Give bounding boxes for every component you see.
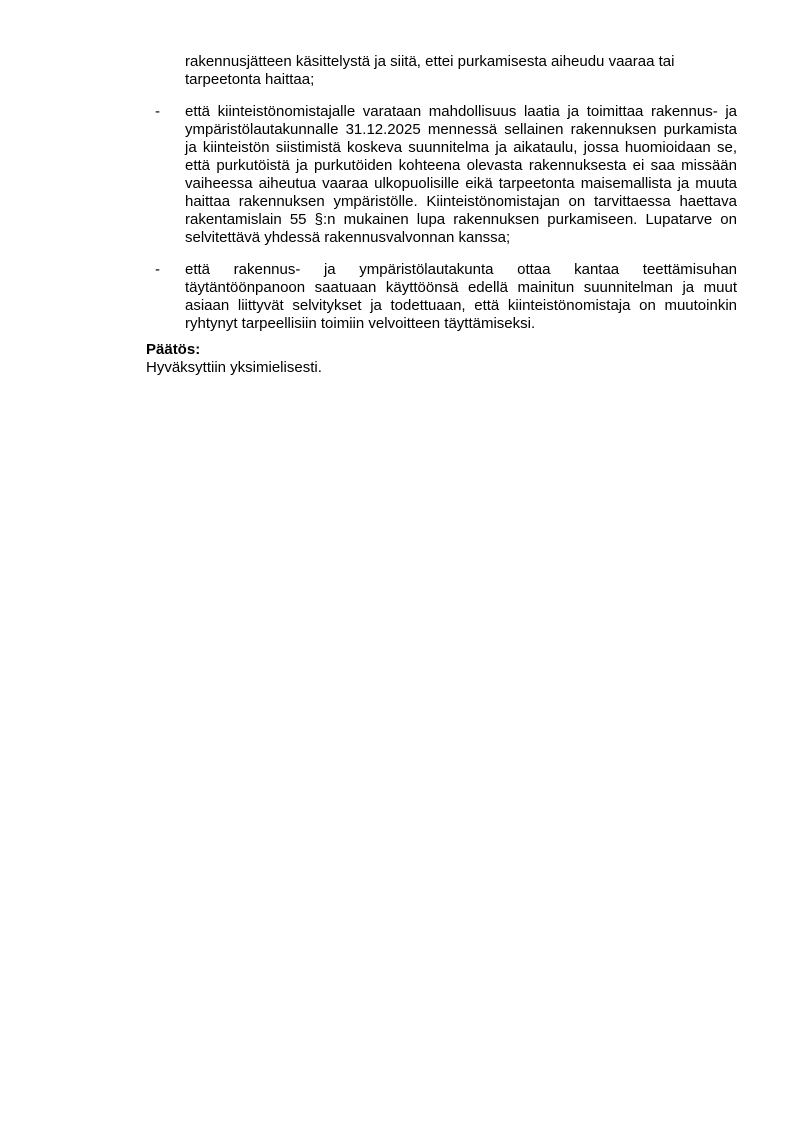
- bullet-text: että kiinteistönomistajalle varataan mahdollisuus laatia ja toimittaa rakennus- ja ympäristölautakunnalle 31.12.2025 mennessä sellainen rakennuksen purkamista ja kiinteistön siistimistä koskeva suunnitelma ja aikataulu, jossa huomioidaan se, että purkutöistä ja purkutöiden kohteena olevasta rakennuksesta ei saa missään vaiheessa aiheutua vaaraa ulkopuolisille eikä tarpeetonta maisemallista ja muuta haittaa rakennuksen ympäristölle. Kiinteistönomistajan on tarvittaessa haettava rakentamislain 55 §:n mukainen lupa rakennuksen purkamiseen. Lupatarve on selvitettävä yhdessä rakennusvalvonnan kanssa;: [185, 103, 737, 246]
- bullet-dash-marker: -: [155, 103, 160, 120]
- decision-text: Hyväksyttiin yksimielisesti.: [146, 359, 322, 376]
- bullet-item: [155, 103, 737, 247]
- bullet-dash-marker: -: [155, 261, 160, 278]
- document-body: [0, 53, 794, 377]
- bullet-item: [155, 261, 737, 333]
- decision-heading: Päätös:: [146, 341, 201, 358]
- decision-section: [146, 341, 737, 377]
- bullet-text: että rakennus- ja ympäristölautakunta ottaa kantaa teettämisuhan täytäntöönpanoon saatuaan käyttöönsä edellä mainitun suunnitelman ja muut asiaan liittyvät selvitykset ja todettuaan, että kiinteistönomistaja on muutoinkin ryhtynyt tarpeellisiin toimiin velvoitteen täyttämiseksi.: [185, 261, 737, 332]
- intro-paragraph: rakennusjätteen käsittelystä ja siitä, ettei purkamisesta aiheudu vaaraa tai tarpeetonta haittaa;: [185, 53, 675, 88]
